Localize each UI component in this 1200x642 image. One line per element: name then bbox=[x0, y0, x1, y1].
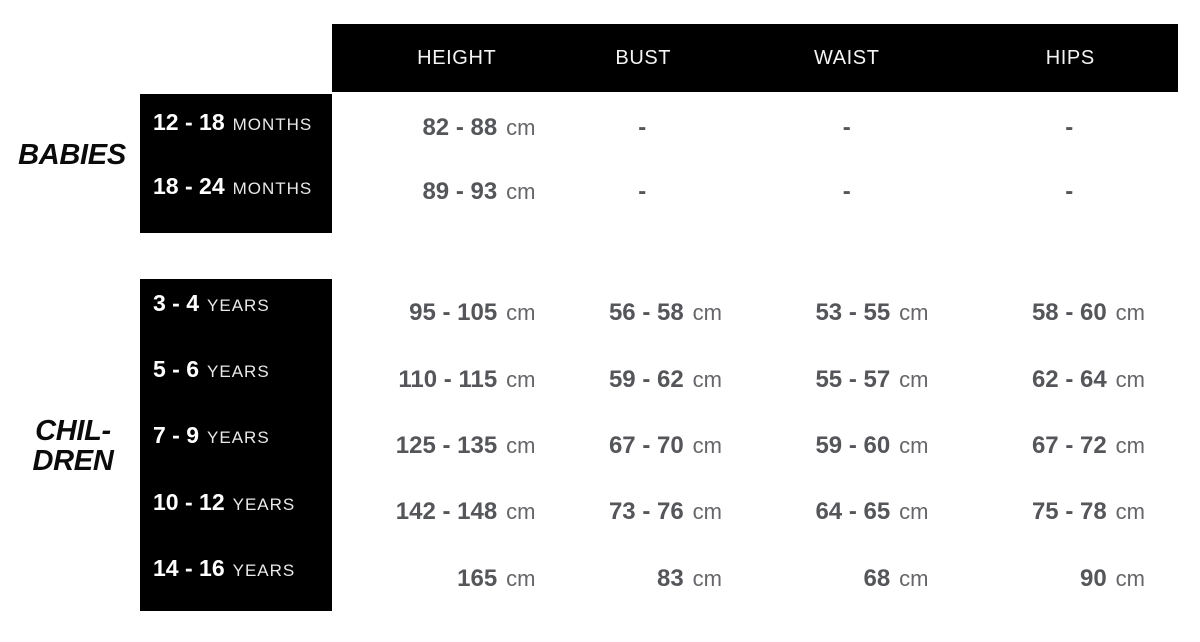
measure-unit: cm bbox=[1115, 432, 1145, 458]
age-range: 14 - 16 bbox=[153, 555, 225, 582]
measure-value: - bbox=[1065, 114, 1074, 141]
measure-unit: cm bbox=[506, 565, 536, 591]
babies-age-box bbox=[140, 94, 332, 233]
age-row-5-6-years bbox=[153, 356, 332, 383]
age-range: 12 - 18 bbox=[153, 108, 225, 135]
measure-value: 89 - 93 bbox=[422, 178, 498, 205]
children-measurements bbox=[332, 280, 1178, 612]
cell-bust bbox=[544, 565, 756, 593]
measure-unit: cm bbox=[1115, 565, 1145, 591]
measure-value: - bbox=[842, 178, 851, 205]
age-range: 7 - 9 bbox=[153, 422, 200, 449]
section-title-babies bbox=[8, 140, 136, 170]
measure-value: 82 - 88 bbox=[422, 114, 498, 141]
measure-unit: cm bbox=[899, 432, 929, 458]
age-row-10-12-years bbox=[153, 489, 332, 516]
measure-value: 67 - 70 bbox=[608, 431, 684, 459]
age-row-3-4-years bbox=[153, 290, 332, 317]
cell-waist bbox=[755, 299, 967, 327]
measure-unit: cm bbox=[1115, 499, 1145, 525]
cell-height bbox=[332, 114, 544, 142]
measure-value: 142 - 148 bbox=[395, 498, 498, 526]
measure-value: 56 - 58 bbox=[608, 299, 684, 327]
section-title-line: BABIES bbox=[18, 139, 126, 171]
measure-unit: cm bbox=[692, 432, 722, 458]
age-range: 18 - 24 bbox=[153, 172, 225, 199]
column-header-hips: HIPS bbox=[1045, 46, 1095, 69]
measure-value: - bbox=[1065, 178, 1074, 205]
age-unit: YEARS bbox=[207, 295, 270, 315]
measure-value: 53 - 55 bbox=[815, 299, 891, 327]
cell-waist bbox=[755, 366, 967, 394]
measure-unit: cm bbox=[692, 499, 722, 525]
cell-bust bbox=[544, 432, 756, 460]
measure-value: 58 - 60 bbox=[1031, 299, 1107, 327]
measure-unit: cm bbox=[692, 300, 722, 326]
age-unit: MONTHS bbox=[232, 178, 313, 198]
measure-value: 59 - 60 bbox=[815, 431, 891, 459]
cell-hips bbox=[964, 178, 1176, 206]
cell-waist bbox=[741, 114, 953, 142]
measure-value: 165 bbox=[457, 564, 498, 592]
measure-value: 83 bbox=[656, 564, 684, 592]
measure-value: 125 - 135 bbox=[395, 431, 498, 459]
measure-unit: cm bbox=[692, 366, 722, 392]
measure-value: 55 - 57 bbox=[815, 365, 891, 393]
measure-unit: cm bbox=[899, 499, 929, 525]
measure-value: 67 - 72 bbox=[1031, 431, 1107, 459]
age-unit: YEARS bbox=[207, 428, 270, 448]
cell-bust bbox=[544, 498, 756, 526]
measure-value: 68 bbox=[863, 564, 891, 592]
cell-waist bbox=[755, 565, 967, 593]
column-header-bust: BUST bbox=[615, 46, 672, 69]
measure-value: - bbox=[842, 114, 851, 141]
age-unit: YEARS bbox=[232, 494, 296, 514]
age-range: 5 - 6 bbox=[153, 356, 200, 383]
cell-height bbox=[332, 366, 544, 394]
measure-value: 73 - 76 bbox=[608, 498, 684, 526]
measure-value: 95 - 105 bbox=[409, 299, 498, 327]
measure-value: - bbox=[638, 178, 647, 205]
measure-unit: cm bbox=[506, 499, 536, 525]
cell-height bbox=[332, 565, 544, 593]
age-unit: YEARS bbox=[232, 561, 296, 581]
cell-hips bbox=[964, 114, 1176, 142]
section-title-line: DREN bbox=[32, 445, 114, 477]
column-header-waist: WAIST bbox=[813, 46, 880, 69]
age-row-12-18-months bbox=[153, 109, 332, 136]
age-unit: YEARS bbox=[207, 362, 270, 382]
measure-unit: cm bbox=[899, 366, 929, 392]
cell-bust bbox=[537, 178, 749, 206]
age-unit: MONTHS bbox=[232, 114, 313, 134]
cell-hips bbox=[967, 565, 1179, 593]
cell-waist bbox=[755, 498, 967, 526]
cell-height bbox=[332, 299, 544, 327]
measure-value: - bbox=[638, 114, 647, 141]
cell-height bbox=[332, 498, 544, 526]
measure-unit: cm bbox=[1115, 300, 1145, 326]
cell-hips bbox=[967, 498, 1179, 526]
cell-bust bbox=[544, 299, 756, 327]
measure-value: 75 - 78 bbox=[1031, 498, 1107, 526]
babies-measurements bbox=[332, 96, 1178, 224]
section-title-line: CHIL- bbox=[35, 415, 111, 447]
measure-unit: cm bbox=[899, 300, 929, 326]
age-row-14-16-years bbox=[153, 555, 332, 582]
column-header-height: HEIGHT bbox=[417, 46, 497, 69]
measure-value: 64 - 65 bbox=[815, 498, 891, 526]
age-row-18-24-months bbox=[153, 173, 332, 200]
measure-unit: cm bbox=[899, 565, 929, 591]
measure-value: 59 - 62 bbox=[608, 365, 684, 393]
cell-hips bbox=[967, 366, 1179, 394]
cell-height bbox=[332, 178, 544, 206]
cell-height bbox=[332, 432, 544, 460]
measure-value: 62 - 64 bbox=[1031, 365, 1107, 393]
measure-value: 90 bbox=[1079, 564, 1107, 592]
cell-bust bbox=[544, 366, 756, 394]
measure-unit: cm bbox=[692, 565, 722, 591]
cell-bust bbox=[537, 114, 749, 142]
age-range: 10 - 12 bbox=[153, 488, 225, 515]
measure-value: 110 - 115 bbox=[398, 365, 498, 393]
cell-waist bbox=[741, 178, 953, 206]
children-age-box bbox=[140, 279, 332, 611]
measure-unit: cm bbox=[506, 115, 536, 140]
measure-unit: cm bbox=[506, 366, 536, 392]
cell-hips bbox=[967, 432, 1179, 460]
table-header-bar bbox=[332, 24, 1178, 92]
cell-waist bbox=[755, 432, 967, 460]
measure-unit: cm bbox=[506, 300, 536, 326]
measure-unit: cm bbox=[506, 179, 536, 204]
cell-hips bbox=[967, 299, 1179, 327]
age-range: 3 - 4 bbox=[153, 289, 200, 316]
age-row-7-9-years bbox=[153, 422, 332, 449]
section-title-children bbox=[12, 416, 134, 476]
measure-unit: cm bbox=[506, 432, 536, 458]
measure-unit: cm bbox=[1115, 366, 1145, 392]
